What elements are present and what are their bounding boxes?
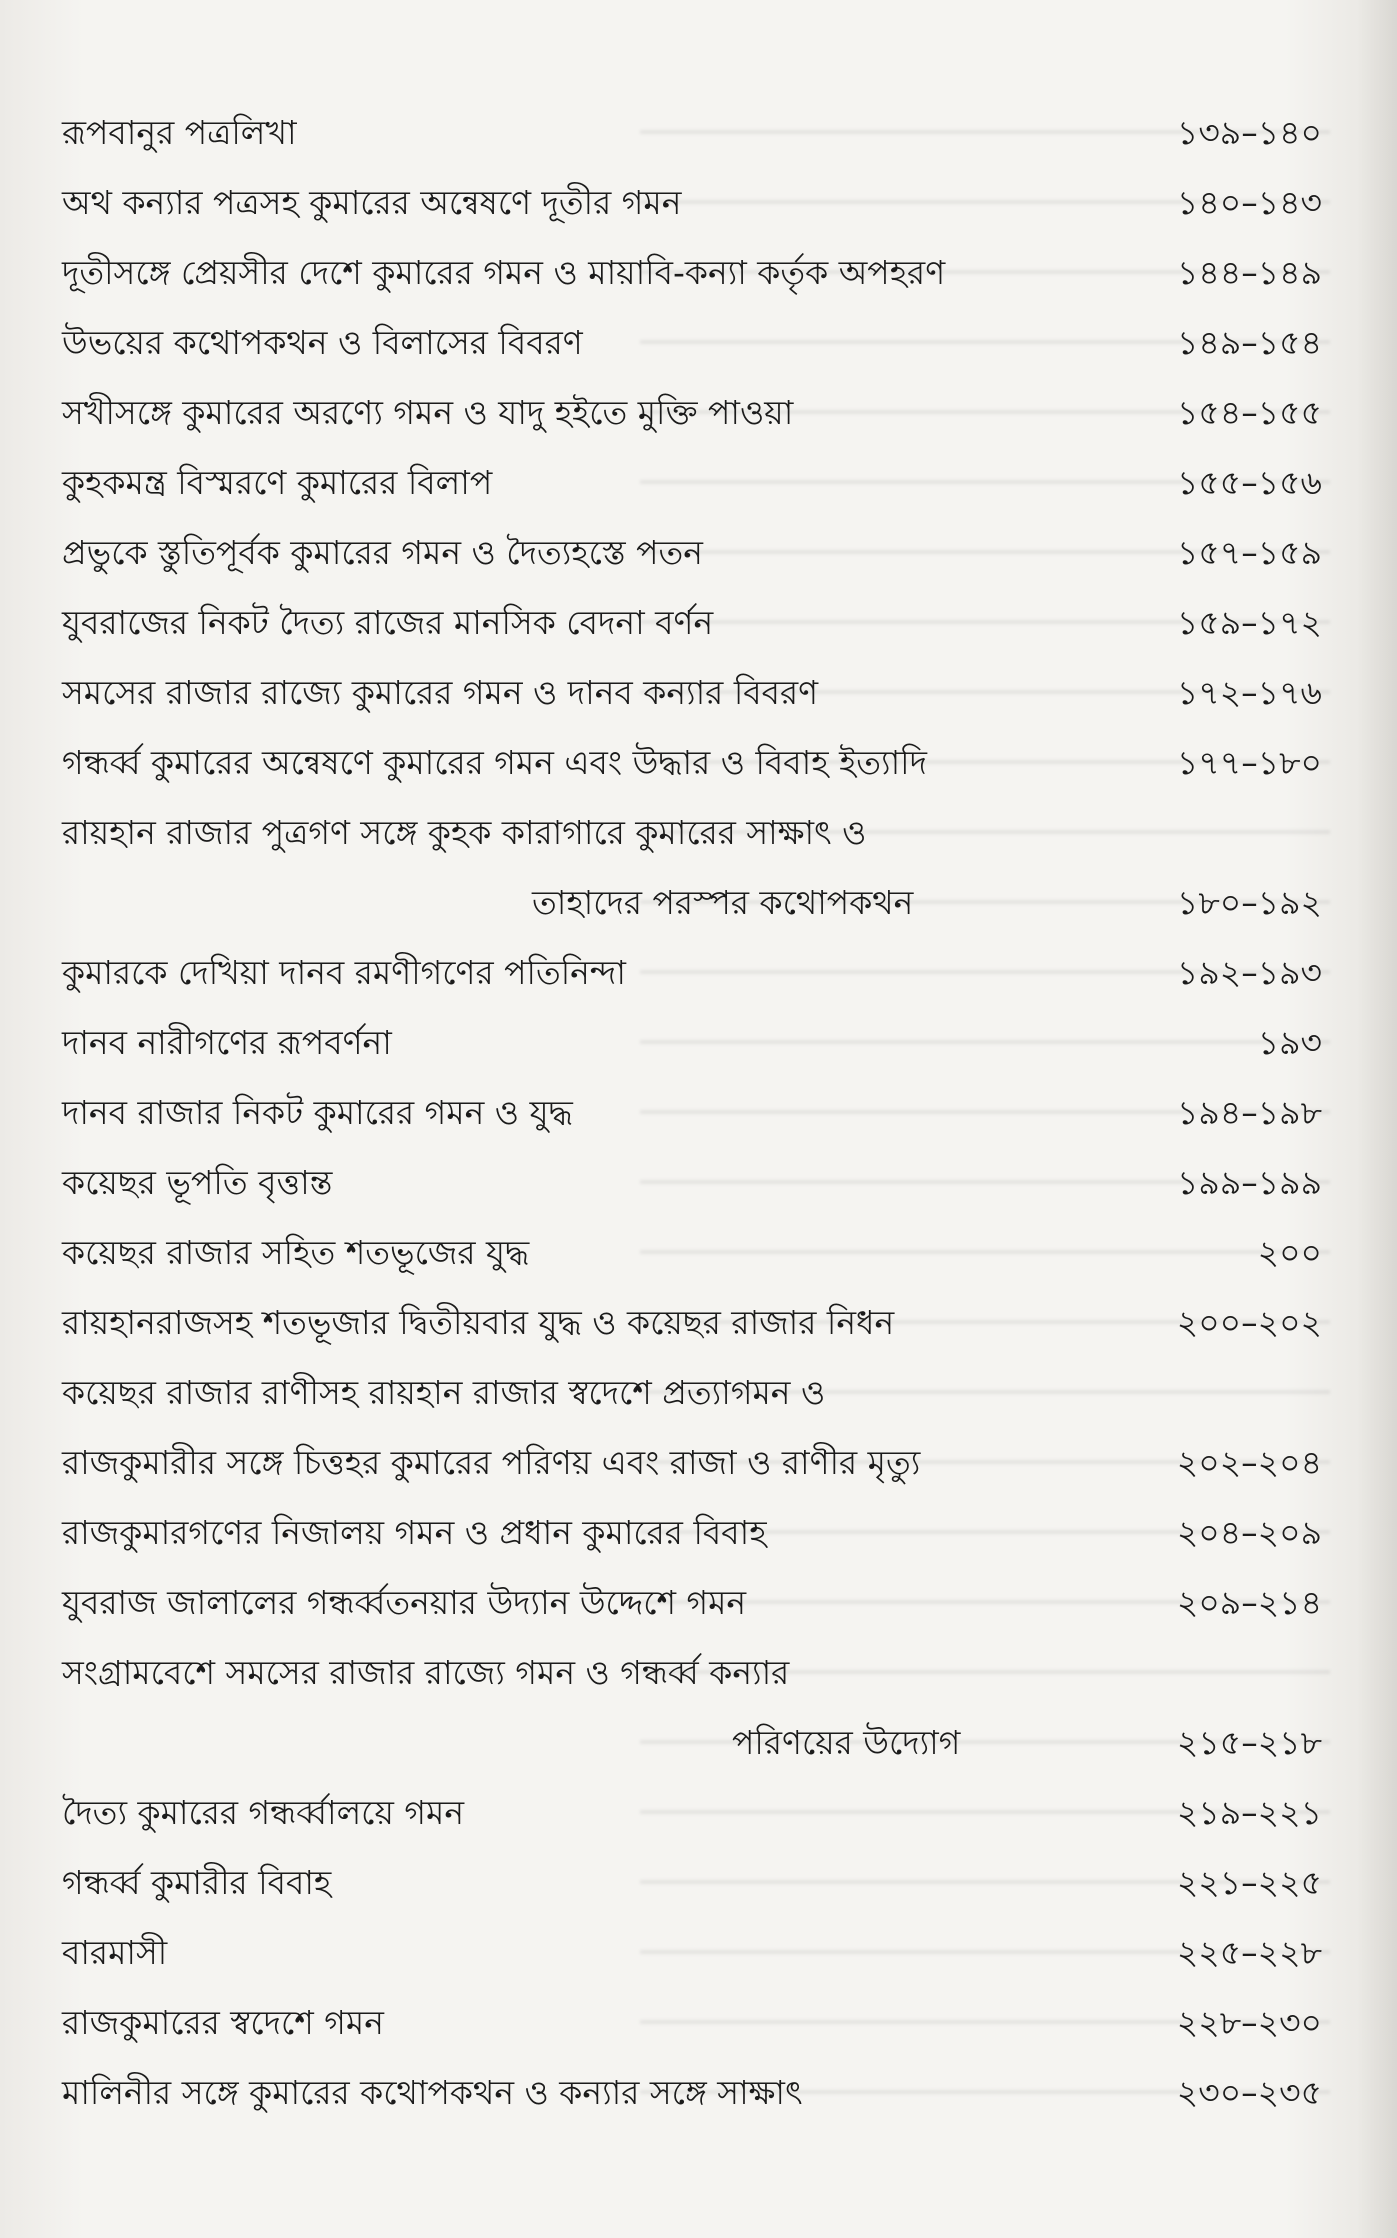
toc-entry-title: সমসের রাজার রাজ্যে কুমারের গমন ও দানব কন্যার বিবরণ xyxy=(62,673,819,712)
toc-entry-pages: ১৩৯–১৪০ xyxy=(1176,113,1322,152)
toc-entry xyxy=(62,1218,1322,1288)
toc-entry xyxy=(62,1498,1322,1568)
toc-entry-title: দূতীসঙ্গে প্রেয়সীর দেশে কুমারের গমন ও মায়াবি-কন্যা কর্তৃক অপহরণ xyxy=(62,253,946,292)
toc-entry-title: দানব রাজার নিকট কুমারের গমন ও যুদ্ধ xyxy=(62,1093,573,1132)
toc-entry xyxy=(62,1848,1322,1918)
toc-entry xyxy=(62,1078,1322,1148)
toc-entry-pages: ১৯২–১৯৩ xyxy=(1176,953,1322,992)
toc-entry xyxy=(62,938,1322,1008)
toc-entry-pages: ১৫৪–১৫৫ xyxy=(1177,393,1322,432)
toc-entry-title: কুমারকে দেখিয়া দানব রমণীগণের পতিনিন্দা xyxy=(62,953,626,992)
toc-entry-pages: ১৪০–১৪৩ xyxy=(1176,183,1322,222)
toc-entry-pages: ২০৯–২১৪ xyxy=(1176,1583,1322,1622)
page-edge-shadow xyxy=(1357,0,1397,2238)
toc-entry-pages: ২১৯–২২১ xyxy=(1176,1793,1322,1832)
toc-entry xyxy=(62,658,1322,728)
toc-entry-title: দৈত্য কুমারের গন্ধর্ব্বালয়ে গমন xyxy=(62,1793,465,1832)
toc-entry-title: দানব নারীগণের রূপবর্ণনা xyxy=(62,1023,392,1062)
toc-entry-pages: ২২৮–২৩০ xyxy=(1176,2003,1322,2042)
toc-entry-pages: ১৯৪–১৯৮ xyxy=(1177,1093,1322,1132)
toc-entry-title: সখীসঙ্গে কুমারের অরণ্যে গমন ও যাদু হইতে মুক্তি পাওয়া xyxy=(62,393,794,432)
toc-entry-title: রূপবানুর পত্রলিখা xyxy=(62,113,297,152)
toc-entry-title: রায়হান রাজার পুত্রগণ সঙ্গে কুহক কারাগারে কুমারের সাক্ষাৎ ও xyxy=(62,813,867,852)
toc-entry-pages: ১৭২–১৭৬ xyxy=(1176,673,1322,712)
table-of-contents xyxy=(62,98,1322,2128)
toc-entry-pages: ১৪৪–১৪৯ xyxy=(1177,253,1322,292)
toc-entry-title: প্রভুকে স্তুতিপূর্বক কুমারের গমন ও দৈত্যহস্তে পতন xyxy=(62,533,703,572)
toc-entry xyxy=(62,798,1322,938)
toc-entry-pages: ২০০ xyxy=(1257,1233,1322,1272)
toc-entry xyxy=(62,518,1322,588)
toc-entry-title: মালিনীর সঙ্গে কুমারের কথোপকথন ও কন্যার সঙ্গে সাক্ষাৎ xyxy=(62,2073,803,2112)
toc-entry-title: কুহকমন্ত্র বিস্মরণে কুমারের বিলাপ xyxy=(62,463,493,502)
toc-entry-pages: ২০০–২০২ xyxy=(1176,1303,1322,1342)
toc-entry-title-continued: রাজকুমারীর সঙ্গে চিত্তহর কুমারের পরিণয় এবং রাজা ও রাণীর মৃত্যু xyxy=(62,1443,921,1482)
toc-entry-pages: ১৭৭–১৮০ xyxy=(1176,743,1322,782)
toc-entry xyxy=(62,448,1322,518)
toc-entry-pages: ২২১–২২৫ xyxy=(1176,1863,1322,1902)
toc-entry-title: কয়েছর রাজার সহিত শতভূজের যুদ্ধ xyxy=(62,1233,530,1272)
toc-entry xyxy=(62,588,1322,658)
toc-entry-pages: ২১৫–২১৮ xyxy=(1176,1723,1322,1762)
toc-entry xyxy=(62,1148,1322,1218)
toc-entry xyxy=(62,1778,1322,1848)
toc-entry-title: রাজকুমারগণের নিজালয় গমন ও প্রধান কুমারের বিবাহ xyxy=(62,1513,767,1552)
toc-entry xyxy=(62,378,1322,448)
toc-entry xyxy=(62,1288,1322,1358)
toc-entry-title: রায়হানরাজসহ শতভূজার দ্বিতীয়বার যুদ্ধ ও কয়েছর রাজার নিধন xyxy=(62,1303,895,1342)
toc-entry-pages: ২২৫–২২৮ xyxy=(1176,1933,1322,1972)
toc-entry-pages: ১৯৩ xyxy=(1257,1023,1322,1062)
toc-entry xyxy=(62,2058,1322,2128)
toc-entry-title: উভয়ের কথোপকথন ও বিলাসের বিবরণ xyxy=(62,323,583,362)
toc-entry-pages: ২৩০–২৩৫ xyxy=(1176,2073,1322,2112)
toc-entry xyxy=(62,168,1322,238)
toc-entry-title: কয়েছর রাজার রাণীসহ রায়হান রাজার স্বদেশে প্রত্যাগমন ও xyxy=(62,1373,826,1412)
toc-entry-pages: ১৫৯–১৭২ xyxy=(1176,603,1322,642)
toc-entry-title: বারমাসী xyxy=(62,1933,168,1972)
toc-entry-pages: ১৮০–১৯২ xyxy=(1176,883,1322,922)
toc-entry-title: কয়েছর ভূপতি বৃত্তান্ত xyxy=(62,1163,333,1202)
toc-entry xyxy=(62,1008,1322,1078)
toc-entry xyxy=(62,1988,1322,2058)
toc-entry xyxy=(62,1918,1322,1988)
toc-entry-pages: ১৫৭–১৫৯ xyxy=(1176,533,1322,572)
toc-entry-title: সংগ্রামবেশে সমসের রাজার রাজ্যে গমন ও গন্ধর্ব্ব কন্যার xyxy=(62,1653,790,1692)
toc-entry xyxy=(62,1358,1322,1498)
toc-entry-title: যুবরাজের নিকট দৈত্য রাজের মানসিক বেদনা বর্ণন xyxy=(62,603,714,642)
toc-entry-title-continued: পরিণয়ের উদ্যোগ xyxy=(732,1723,961,1762)
toc-entry xyxy=(62,98,1322,168)
toc-entry-pages: ২০২–২০৪ xyxy=(1176,1443,1322,1482)
toc-entry-pages: ১৫৫–১৫৬ xyxy=(1176,463,1322,502)
toc-entry-title-continued: তাহাদের পরস্পর কথোপকথন xyxy=(532,883,914,922)
toc-entry-title: অথ কন্যার পত্রসহ কুমারের অন্বেষণে দূতীর গমন xyxy=(62,183,682,222)
toc-entry-pages: ১৪৯–১৫৪ xyxy=(1177,323,1322,362)
toc-entry-title: গন্ধর্ব্ব কুমারীর বিবাহ xyxy=(62,1863,332,1902)
toc-entry-title: রাজকুমারের স্বদেশে গমন xyxy=(62,2003,384,2042)
toc-entry xyxy=(62,728,1322,798)
toc-entry-pages: ২০৪–২০৯ xyxy=(1176,1513,1322,1552)
toc-entry xyxy=(62,1638,1322,1778)
toc-entry-pages: ১৯৯–১৯৯ xyxy=(1177,1163,1322,1202)
toc-entry xyxy=(62,308,1322,378)
toc-entry-title: গন্ধর্ব্ব কুমারের অন্বেষণে কুমারের গমন এবং উদ্ধার ও বিবাহ ইত্যাদি xyxy=(62,743,927,782)
toc-entry-title: যুবরাজ জালালের গন্ধর্ব্বতনয়ার উদ্যান উদ্দেশে গমন xyxy=(62,1583,747,1622)
toc-entry xyxy=(62,1568,1322,1638)
toc-entry xyxy=(62,238,1322,308)
